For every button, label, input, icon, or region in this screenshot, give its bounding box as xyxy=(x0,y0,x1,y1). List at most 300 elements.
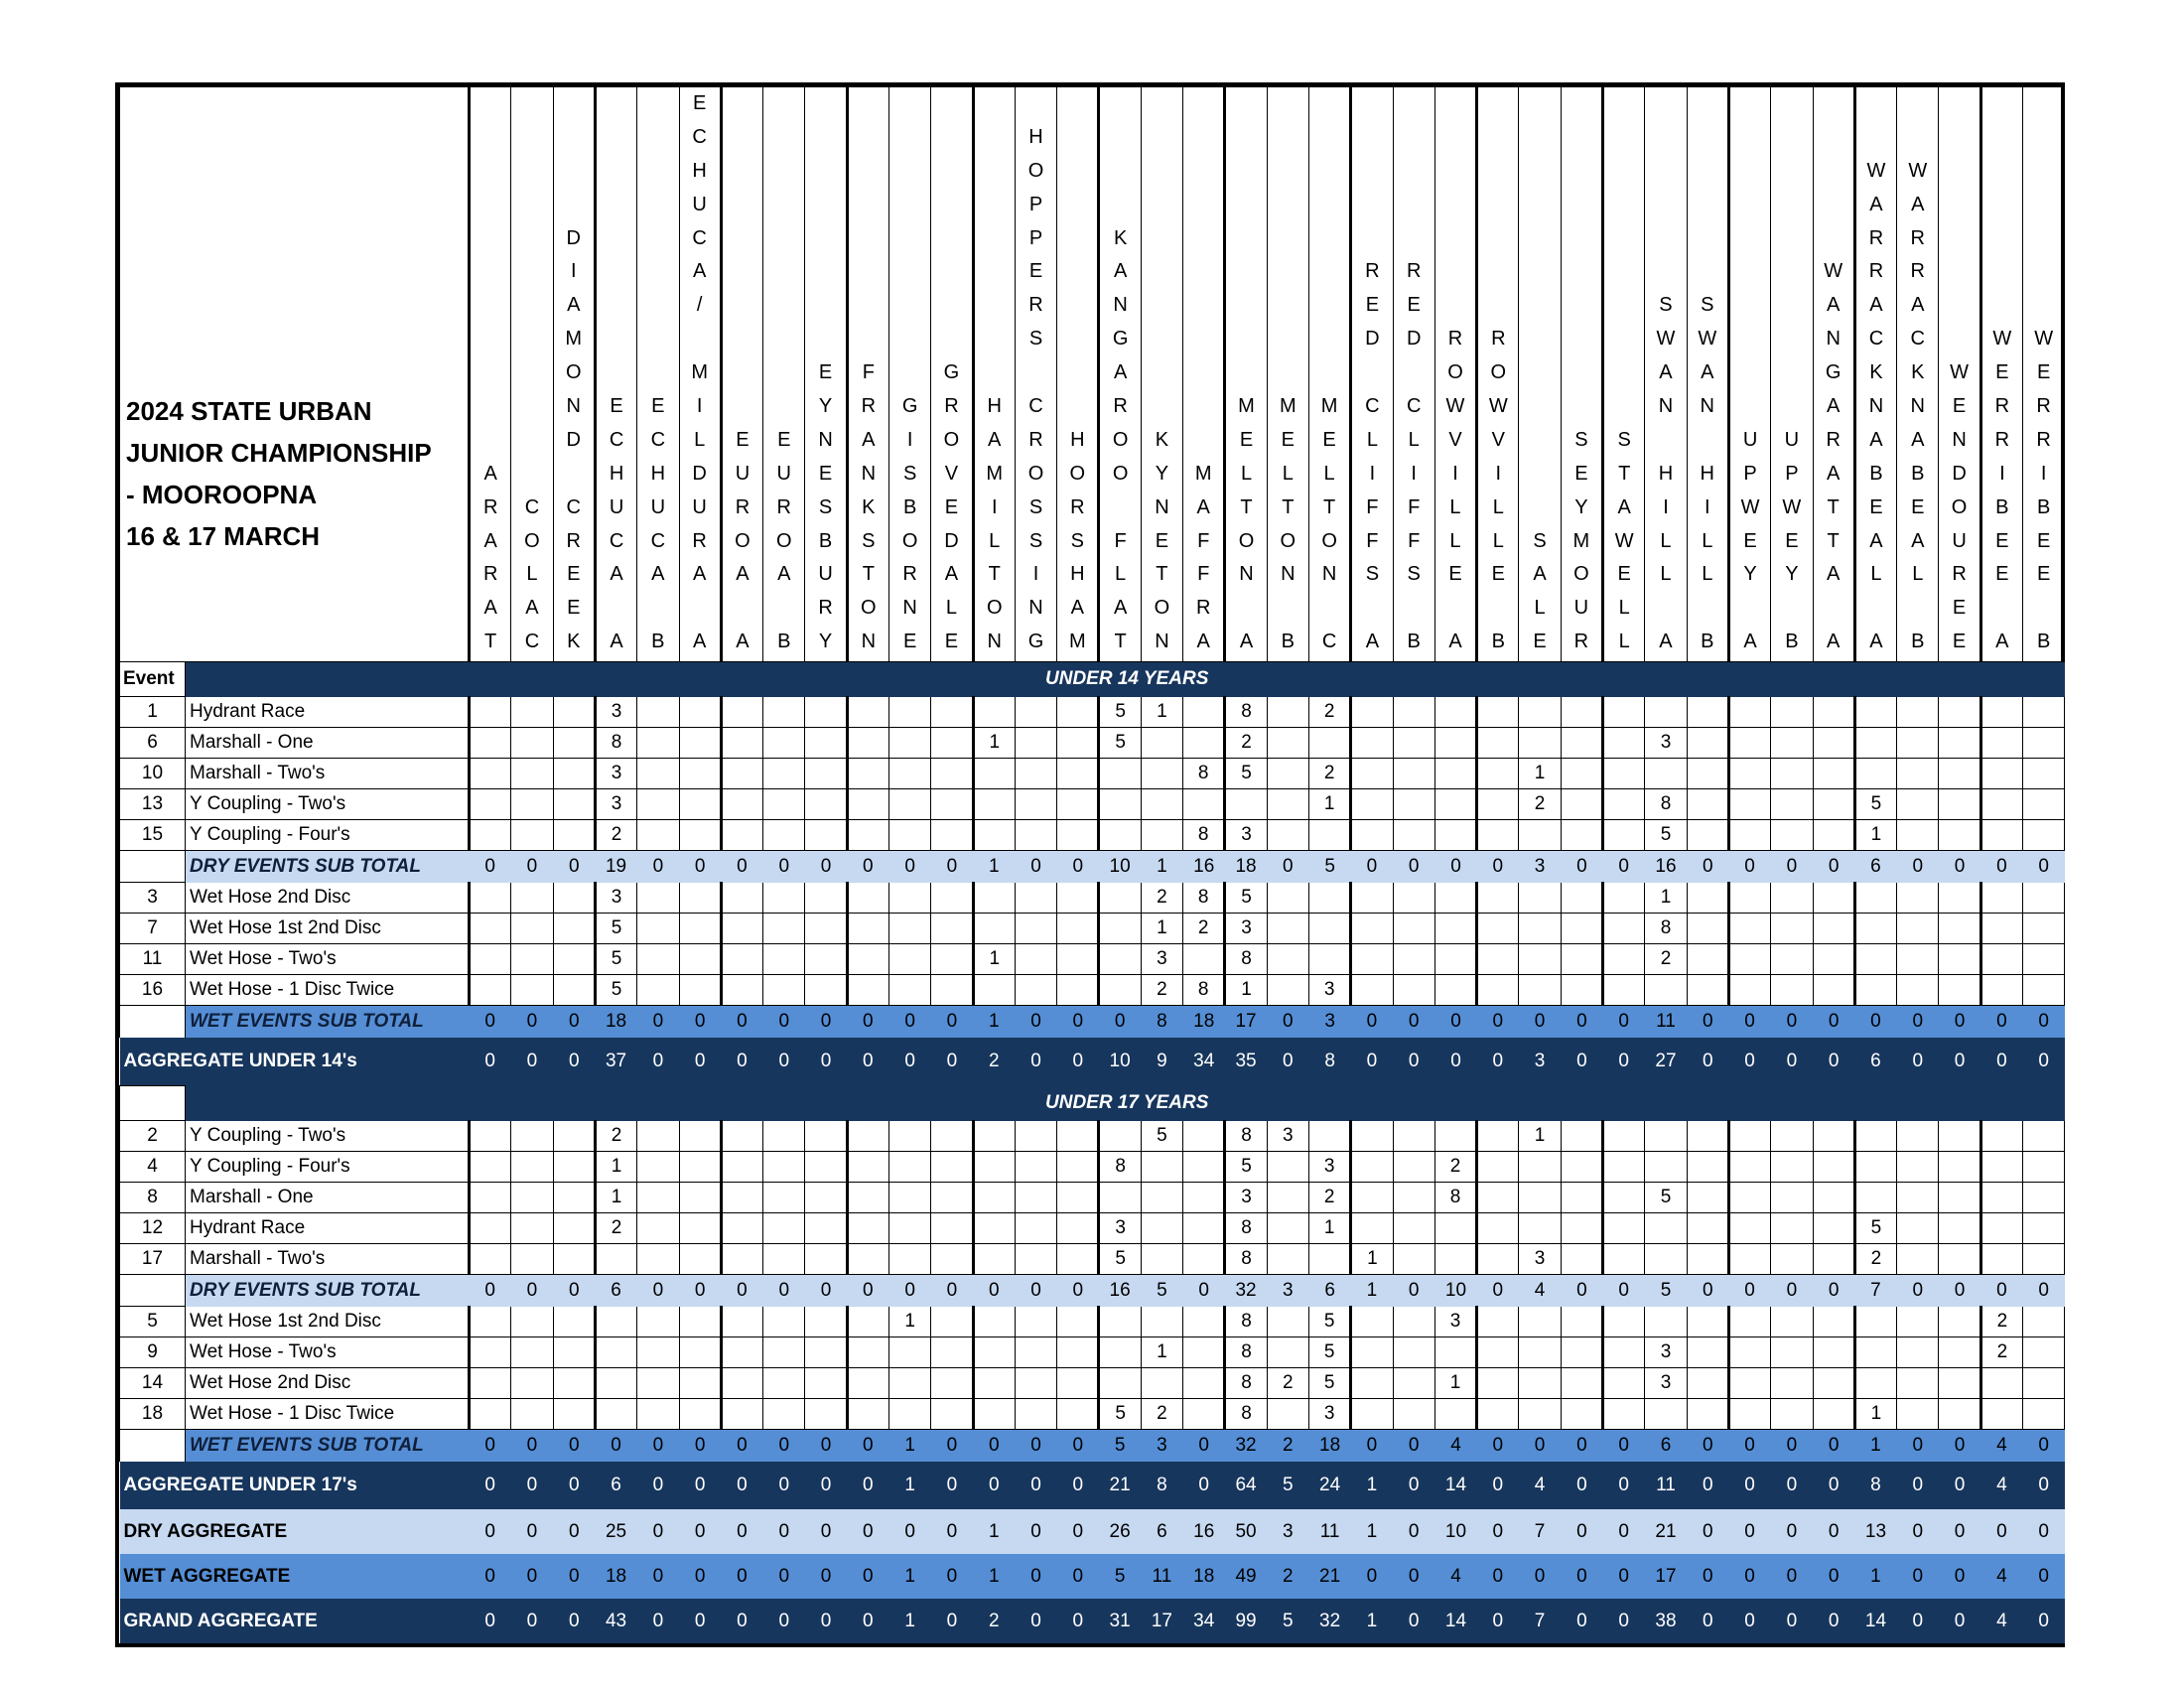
team-letter: A xyxy=(610,631,623,653)
subtotal-value: 0 xyxy=(1519,1006,1561,1038)
team-letter: A xyxy=(1869,529,1883,552)
dry-aggregate-row xyxy=(120,1509,2065,1554)
score-cell xyxy=(1477,914,1519,944)
team-letter: L xyxy=(1702,529,1713,552)
aggregate-value: 0 xyxy=(470,1599,511,1643)
aggregate-value: 0 xyxy=(721,1038,762,1086)
team-letter: G xyxy=(1825,361,1842,384)
team-letter: S xyxy=(1659,294,1673,317)
team-letter: C xyxy=(1028,395,1043,418)
score-cell xyxy=(1183,728,1225,759)
score-cell xyxy=(1897,697,1939,728)
score-cell: 3 xyxy=(1434,1307,1476,1337)
team-header xyxy=(1477,87,1519,662)
team-letter: F xyxy=(1197,529,1210,552)
score-cell xyxy=(1183,1244,1225,1275)
team-letter: O xyxy=(524,529,540,552)
team-letter: L xyxy=(1618,597,1630,620)
score-cell xyxy=(1141,759,1182,789)
aggregate-value: 5 xyxy=(1267,1599,1308,1643)
team-letter: O xyxy=(1027,462,1044,485)
score-cell xyxy=(637,1307,679,1337)
title-line: 2024 STATE URBAN xyxy=(126,396,372,427)
score-cell xyxy=(1561,914,1602,944)
score-cell xyxy=(679,759,721,789)
score-cell xyxy=(511,1152,553,1183)
team-letter: O xyxy=(565,361,582,384)
subtotal-value: 0 xyxy=(763,851,805,883)
score-cell xyxy=(1687,728,1728,759)
score-cell xyxy=(1939,697,1980,728)
score-cell xyxy=(1015,1337,1056,1368)
team-letter: A xyxy=(736,631,750,653)
subtotal-value: 0 xyxy=(805,1006,847,1038)
team-header xyxy=(1225,87,1267,662)
subtotal-value: 5 xyxy=(1308,851,1350,883)
score-cell xyxy=(679,1152,721,1183)
score-cell xyxy=(1267,1244,1308,1275)
score-cell xyxy=(1854,883,1896,914)
score-cell xyxy=(1939,728,1980,759)
score-cell xyxy=(1477,820,1519,851)
score-cell xyxy=(1980,759,2022,789)
subtotal-value: 0 xyxy=(1057,851,1099,883)
subtotal-value: 0 xyxy=(805,1275,847,1307)
score-cell xyxy=(721,759,762,789)
event-name: Wet Hose - 1 Disc Twice xyxy=(186,975,470,1006)
score-cell: 8 xyxy=(1225,1121,1267,1152)
team-letter: A xyxy=(692,260,707,283)
score-cell xyxy=(1519,820,1561,851)
team-letter: O xyxy=(861,597,877,620)
subtotal-value: 0 xyxy=(1771,1430,1813,1462)
team-letter: E xyxy=(1743,529,1757,552)
score-cell xyxy=(1771,883,1813,914)
score-cell: 8 xyxy=(1225,1213,1267,1244)
score-cell: 5 xyxy=(1225,759,1267,789)
aggregate-value: 0 xyxy=(805,1462,847,1510)
team-letter: C xyxy=(524,495,540,518)
aggregate-value: 0 xyxy=(1393,1554,1434,1599)
score-cell xyxy=(1980,789,2022,820)
subtotal-value: 0 xyxy=(553,1006,595,1038)
subtotal-value: 0 xyxy=(595,1430,636,1462)
score-cell xyxy=(1477,1213,1519,1244)
team-letter: B xyxy=(1995,495,2009,518)
score-cell: 2 xyxy=(1141,883,1182,914)
team-letter: C xyxy=(1406,395,1422,418)
score-cell xyxy=(1813,728,1854,759)
score-cell xyxy=(1813,975,1854,1006)
score-cell xyxy=(973,1152,1015,1183)
aggregate-value: 11 xyxy=(1308,1509,1350,1554)
aggregate-value: 0 xyxy=(805,1509,847,1554)
score-cell xyxy=(1603,1121,1645,1152)
team-letter: U xyxy=(818,563,833,586)
score-cell xyxy=(595,1337,636,1368)
team-letter: S xyxy=(1533,529,1547,552)
score-cell xyxy=(1897,914,1939,944)
score-cell xyxy=(1603,1244,1645,1275)
team-letter: W xyxy=(1445,395,1465,418)
aggregate-value: 0 xyxy=(1351,1554,1393,1599)
score-cell xyxy=(1939,883,1980,914)
score-cell xyxy=(511,1368,553,1399)
aggregate-value: 0 xyxy=(1057,1038,1099,1086)
score-cell: 5 xyxy=(1099,1399,1141,1430)
team-letter: L xyxy=(1534,597,1546,620)
score-cell xyxy=(1393,1368,1434,1399)
team-letter: C xyxy=(650,428,666,451)
event-row xyxy=(120,759,2065,789)
score-cell: 1 xyxy=(595,1152,636,1183)
score-cell xyxy=(553,1337,595,1368)
score-cell xyxy=(1267,1399,1308,1430)
team-letter: S xyxy=(1574,428,1588,451)
aggregate-value: 0 xyxy=(931,1554,973,1599)
subtotal-value: 0 xyxy=(2023,1006,2065,1038)
score-cell xyxy=(721,1121,762,1152)
subtotal-value: 0 xyxy=(470,1430,511,1462)
score-cell xyxy=(973,914,1015,944)
subtotal-value: 3 xyxy=(1267,1275,1308,1307)
aggregate-value: 0 xyxy=(1561,1509,1602,1554)
subtotal-value: 0 xyxy=(1393,1430,1434,1462)
score-cell xyxy=(1477,728,1519,759)
score-cell xyxy=(1434,1337,1476,1368)
score-cell: 3 xyxy=(595,697,636,728)
subtotal-value: 0 xyxy=(1561,1275,1602,1307)
score-cell: 5 xyxy=(1141,1121,1182,1152)
aggregate-value: 6 xyxy=(1141,1509,1182,1554)
subtotal-value: 0 xyxy=(763,1006,805,1038)
subtotal-value: 0 xyxy=(1057,1275,1099,1307)
team-letter: W xyxy=(1782,495,1802,518)
score-cell xyxy=(1813,1121,1854,1152)
score-cell xyxy=(1015,914,1056,944)
team-letter: M xyxy=(565,328,583,351)
subtotal-value: 0 xyxy=(1771,1275,1813,1307)
score-cell xyxy=(1939,1152,1980,1183)
team-letter: E xyxy=(944,631,959,653)
team-letter: A xyxy=(944,563,959,586)
subtotal-value: 0 xyxy=(511,1430,553,1462)
score-cell xyxy=(1519,1307,1561,1337)
score-cell xyxy=(553,883,595,914)
subtotal-value: 18 xyxy=(595,1006,636,1038)
event-row xyxy=(120,1307,2065,1337)
score-cell xyxy=(1393,914,1434,944)
score-cell xyxy=(470,1121,511,1152)
subtotal-value: 0 xyxy=(1813,1275,1854,1307)
score-cell xyxy=(679,975,721,1006)
score-cell xyxy=(888,975,930,1006)
score-cell xyxy=(1939,820,1980,851)
aggregate-value: 1 xyxy=(888,1554,930,1599)
aggregate-value: 0 xyxy=(1897,1462,1939,1510)
team-letter: T xyxy=(1827,495,1840,518)
team-letter: A xyxy=(1070,597,1084,620)
subtotal-value: 0 xyxy=(847,1430,888,1462)
event-number: 13 xyxy=(120,789,186,820)
team-letter: I xyxy=(696,395,703,418)
team-letter: R xyxy=(1491,328,1506,351)
score-cell xyxy=(1267,883,1308,914)
score-cell xyxy=(1645,759,1687,789)
subtotal-value: 5 xyxy=(1645,1275,1687,1307)
aggregate-value: 0 xyxy=(1603,1554,1645,1599)
score-cell xyxy=(470,1183,511,1213)
score-cell xyxy=(847,789,888,820)
score-cell: 1 xyxy=(1308,1213,1350,1244)
aggregate-value: 0 xyxy=(1015,1554,1056,1599)
team-letter: Y xyxy=(818,395,833,418)
team-letter: A xyxy=(1911,193,1925,215)
aggregate-value: 0 xyxy=(511,1509,553,1554)
score-cell xyxy=(973,789,1015,820)
event-name: Hydrant Race xyxy=(186,1213,470,1244)
score-cell xyxy=(1393,1152,1434,1183)
team-letter: S xyxy=(1365,563,1380,586)
team-letter: A xyxy=(1911,294,1925,317)
score-cell xyxy=(931,914,973,944)
grand-aggregate-row xyxy=(120,1599,2065,1643)
score-cell xyxy=(1308,883,1350,914)
score-cell xyxy=(1519,728,1561,759)
score-cell xyxy=(805,697,847,728)
team-letter: S xyxy=(1070,529,1084,552)
score-cell xyxy=(1477,1337,1519,1368)
aggregate-value: 0 xyxy=(1393,1038,1434,1086)
team-letter: F xyxy=(1197,563,1210,586)
score-cell xyxy=(1771,1121,1813,1152)
score-cell xyxy=(1645,1399,1687,1430)
score-cell xyxy=(721,883,762,914)
score-cell: 5 xyxy=(1308,1307,1350,1337)
score-cell xyxy=(1434,914,1476,944)
event-name: Wet Hose - Two's xyxy=(186,1337,470,1368)
score-cell xyxy=(1519,697,1561,728)
aggregate-value: 0 xyxy=(1687,1509,1728,1554)
subtotal-value: 4 xyxy=(1980,1430,2022,1462)
team-header xyxy=(511,87,553,662)
score-cell xyxy=(1393,1307,1434,1337)
score-cell xyxy=(763,1399,805,1430)
team-letter: R xyxy=(1028,428,1043,451)
team-letter: G xyxy=(901,395,918,418)
score-cell xyxy=(1813,697,1854,728)
team-letter: N xyxy=(1826,328,1841,351)
score-cell: 3 xyxy=(1099,1213,1141,1244)
team-letter: O xyxy=(1447,361,1463,384)
team-letter: B xyxy=(1407,631,1421,653)
team-letter: E xyxy=(1952,631,1967,653)
score-cell xyxy=(888,1183,930,1213)
score-cell xyxy=(1980,975,2022,1006)
score-cell xyxy=(1728,914,1770,944)
team-letter: E xyxy=(1155,529,1169,552)
team-header xyxy=(1183,87,1225,662)
team-header xyxy=(1980,87,2022,662)
score-cell xyxy=(847,1152,888,1183)
subtotal-value: 0 xyxy=(1687,1006,1728,1038)
team-letter: C xyxy=(692,226,707,249)
score-cell xyxy=(679,1183,721,1213)
score-cell xyxy=(973,1399,1015,1430)
score-cell xyxy=(1267,975,1308,1006)
score-cell xyxy=(1057,914,1099,944)
team-letter: O xyxy=(901,529,918,552)
team-letter: U xyxy=(1952,529,1967,552)
score-cell xyxy=(1141,1213,1182,1244)
team-letter: A xyxy=(1365,631,1380,653)
aggregate-value: 34 xyxy=(1183,1599,1225,1643)
score-cell xyxy=(931,1337,973,1368)
score-cell xyxy=(511,1244,553,1275)
subtotal-value: 0 xyxy=(511,851,553,883)
score-cell xyxy=(1687,820,1728,851)
team-letter: R xyxy=(1868,260,1884,283)
event-number: 17 xyxy=(120,1244,186,1275)
score-cell xyxy=(763,883,805,914)
subtotal-value: 0 xyxy=(1057,1430,1099,1462)
score-cell xyxy=(847,1399,888,1430)
score-cell: 3 xyxy=(1308,975,1350,1006)
score-cell xyxy=(973,975,1015,1006)
team-letter: B xyxy=(1701,631,1714,653)
score-cell xyxy=(763,728,805,759)
team-letter: A xyxy=(567,294,581,317)
team-header xyxy=(1897,87,1939,662)
score-cell: 2 xyxy=(1434,1152,1476,1183)
score-cell xyxy=(637,1337,679,1368)
team-letter: W xyxy=(2034,328,2054,351)
score-cell: 1 xyxy=(1519,1121,1561,1152)
subtotal-value: 0 xyxy=(470,851,511,883)
aggregate-value: 0 xyxy=(1813,1462,1854,1510)
team-letter: L xyxy=(1240,462,1253,485)
event-name: Y Coupling - Four's xyxy=(186,820,470,851)
team-letter: R xyxy=(482,563,498,586)
aggregate-value: 7 xyxy=(1519,1509,1561,1554)
score-cell xyxy=(553,944,595,975)
score-cell xyxy=(888,1213,930,1244)
score-cell: 3 xyxy=(595,759,636,789)
score-cell xyxy=(1308,728,1350,759)
score-cell: 8 xyxy=(1225,1399,1267,1430)
score-cell xyxy=(1267,789,1308,820)
aggregate-value: 0 xyxy=(679,1554,721,1599)
score-cell xyxy=(1561,789,1602,820)
score-cell xyxy=(1351,944,1393,975)
team-letter: T xyxy=(1114,631,1127,653)
score-cell xyxy=(1645,697,1687,728)
team-letter: S xyxy=(862,529,876,552)
subtotal-value: 0 xyxy=(637,1275,679,1307)
score-cell: 2 xyxy=(1854,1244,1896,1275)
team-letter: E xyxy=(1952,395,1967,418)
aggregate-value: 10 xyxy=(1099,1038,1141,1086)
score-cell xyxy=(1015,789,1056,820)
score-cell xyxy=(1141,789,1182,820)
subtotal-value: 0 xyxy=(553,1430,595,1462)
subtotal-value: 18 xyxy=(1225,851,1267,883)
score-cell xyxy=(1519,975,1561,1006)
score-cell xyxy=(1980,1399,2022,1430)
score-cell xyxy=(721,789,762,820)
score-cell xyxy=(1728,1152,1770,1183)
score-cell xyxy=(1980,697,2022,728)
team-letter: R xyxy=(735,495,751,518)
team-letter: C xyxy=(692,125,707,148)
subtotal-value: 0 xyxy=(637,1006,679,1038)
aggregate-value: 4 xyxy=(1980,1462,2022,1510)
score-cell xyxy=(721,1152,762,1183)
event-name: Wet Hose - 1 Disc Twice xyxy=(186,1399,470,1430)
aggregate-value: 0 xyxy=(1057,1599,1099,1643)
score-cell xyxy=(1771,1213,1813,1244)
score-cell xyxy=(1603,1307,1645,1337)
team-letter: O xyxy=(1238,529,1255,552)
aggregate-value: 0 xyxy=(763,1509,805,1554)
aggregate-value: 32 xyxy=(1308,1599,1350,1643)
team-letter: I xyxy=(1495,462,1502,485)
score-cell xyxy=(1393,1121,1434,1152)
score-cell xyxy=(1771,759,1813,789)
score-cell xyxy=(805,1368,847,1399)
score-cell xyxy=(888,914,930,944)
team-header xyxy=(1308,87,1350,662)
subtotal-value: 0 xyxy=(1813,851,1854,883)
team-letter: L xyxy=(1618,631,1630,653)
score-cell xyxy=(1728,1337,1770,1368)
team-letter: N xyxy=(818,428,833,451)
score-cell xyxy=(1813,1337,1854,1368)
score-cell xyxy=(1057,1183,1099,1213)
subtotal-value: 0 xyxy=(1015,1275,1056,1307)
team-header xyxy=(1687,87,1728,662)
score-cell xyxy=(763,820,805,851)
score-cell xyxy=(721,1337,762,1368)
score-cell xyxy=(763,1183,805,1213)
subtotal-value: 0 xyxy=(1939,1430,1980,1462)
team-letter: N xyxy=(1113,294,1128,317)
aggregate-value: 0 xyxy=(1897,1038,1939,1086)
score-cell xyxy=(1980,914,2022,944)
subtotal-value: 1 xyxy=(973,1006,1015,1038)
team-letter: U xyxy=(692,193,707,215)
score-cell xyxy=(1728,1399,1770,1430)
blank-cell xyxy=(120,1006,186,1038)
team-letter: A xyxy=(651,563,665,586)
score-cell xyxy=(805,914,847,944)
team-letter: R xyxy=(1365,260,1380,283)
score-cell xyxy=(721,820,762,851)
team-header-row xyxy=(120,87,2065,662)
team-letter: L xyxy=(1366,428,1378,451)
aggregate-value: 99 xyxy=(1225,1599,1267,1643)
score-cell xyxy=(1267,759,1308,789)
team-letter: A xyxy=(1113,260,1128,283)
score-cell: 3 xyxy=(1225,1183,1267,1213)
team-letter: L xyxy=(694,428,706,451)
team-letter: E xyxy=(2036,361,2051,384)
team-letter: B xyxy=(818,529,833,552)
aggregate-value: 0 xyxy=(1687,1554,1728,1599)
score-cell: 2 xyxy=(595,1213,636,1244)
score-cell xyxy=(1687,975,1728,1006)
event-number: 5 xyxy=(120,1307,186,1337)
